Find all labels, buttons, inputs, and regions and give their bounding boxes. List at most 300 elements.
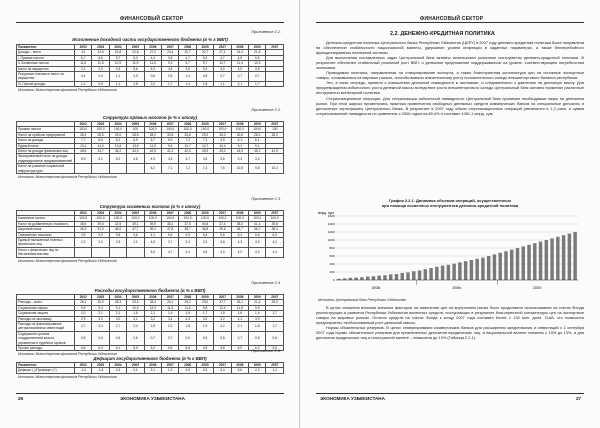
table-cell: 2009: [249, 363, 266, 368]
table-cell: 5,6: [214, 232, 231, 237]
bar: [424, 269, 427, 280]
table-row: [17, 322, 284, 332]
table-cell: [127, 247, 144, 257]
table-cell: 11,6: [75, 61, 92, 66]
bar: [441, 266, 444, 280]
table-cell: 4,8: [214, 238, 231, 248]
table-cell: 39,8: [266, 221, 284, 226]
table-cell: 2002: [75, 211, 92, 216]
table-cell: 29,0: [196, 132, 213, 137]
table-cell: 2005: [127, 122, 144, 127]
table-cell: 0,4: [75, 72, 92, 82]
row-label: Расходы на экономику: [17, 316, 75, 321]
table-cell: 2,1: [127, 238, 144, 248]
table-cell: 2008: [231, 363, 248, 368]
table-cell: 1,9: [214, 311, 231, 316]
table-cell: 5,2: [109, 154, 126, 164]
table-cell: 10,4: [214, 143, 231, 148]
bar: [504, 251, 507, 280]
table-cell: 4,5: [109, 66, 126, 71]
table-cell: 5,2: [109, 138, 126, 143]
table-cell: 0,7: [231, 331, 248, 345]
table-cell: 3,9: [249, 238, 266, 248]
bar: [354, 278, 357, 280]
table-cell: 2009: [249, 295, 266, 300]
row-label: Социальная защита: [17, 311, 75, 316]
table-cell: 9,9: [249, 305, 266, 310]
table-cell: 2,2: [249, 368, 266, 373]
y-tick-label: 1200: [327, 230, 335, 235]
table-cell: 2008: [179, 363, 196, 368]
table-cell: 14,0: [92, 143, 109, 148]
table-source: Источник: Министерство финансов Республики Узбекистан: [18, 374, 117, 379]
table-cell: 39,1: [127, 221, 144, 226]
table-cell: 41,4: [162, 149, 179, 154]
table-cell: 4,7: [179, 55, 196, 60]
table-cell: 29,5: [127, 300, 144, 305]
table-cell: 10,9: [109, 61, 126, 66]
bar: [522, 246, 525, 280]
table-cell: 2006: [144, 122, 161, 127]
table-cell: 28,0: [144, 132, 161, 137]
table-cell: 2006: [144, 295, 161, 300]
table-cell: 1,8: [249, 322, 266, 332]
table-cell: 37,4: [214, 221, 231, 226]
table-cell: 36,7: [249, 227, 266, 232]
table-cell: 39,2: [144, 227, 161, 232]
row-label: Доходы – всего: [17, 50, 75, 55]
table-cell: 40,8: [196, 221, 213, 226]
section-heading: 2.2. ДЕНЕЖНО-КРЕДИТНАЯ ПОЛИТИКА: [390, 31, 495, 37]
row-label: II. Косвенные налоги: [17, 61, 75, 66]
table-cell: 2002: [75, 45, 92, 50]
table-cell: 10,8: [231, 164, 248, 174]
table-cell: 38,7: [179, 227, 196, 232]
table-cell: 4,6: [196, 247, 213, 257]
table-cell: 3,6: [162, 154, 179, 164]
row-label: Таможенные пошлины: [17, 232, 75, 237]
table-cell: 0,7: [214, 72, 231, 82]
table-cell: 4,4: [162, 66, 179, 71]
table-cell: 2,2: [75, 238, 92, 248]
bar: [493, 254, 496, 280]
table-cell: 22,5: [92, 50, 109, 55]
row-label: Показатели: [17, 45, 75, 50]
table-cell: 0,5: [92, 331, 109, 345]
table-cell: 4,9: [75, 232, 92, 237]
table-cell: 28,2: [249, 132, 266, 137]
right-running-head: ФИНАНСОВЫЙ СЕКТОР: [420, 16, 484, 22]
table-cell: [92, 164, 109, 174]
table-cell: 22,8: [127, 50, 144, 55]
table-cell: 0,8: [196, 72, 213, 82]
table-cell: 37,8: [162, 227, 179, 232]
table-cell: 5,1: [231, 138, 248, 143]
table-cell: 2006: [144, 363, 161, 368]
table-cell: 1,7: [162, 81, 179, 86]
table-row: [17, 247, 284, 257]
bar: [475, 259, 478, 280]
table-cell: 3,4: [214, 368, 231, 373]
bar: [435, 267, 438, 280]
table-cell: 2,0: [92, 66, 109, 71]
table-cell: 4,6: [144, 247, 161, 257]
table-cell: 2007: [266, 295, 284, 300]
table-cell: 3,2: [214, 322, 231, 332]
table-appendix-label: Приложение 2.2.: [251, 108, 281, 112]
table-cell: 42,5: [179, 149, 196, 154]
bar: [372, 276, 375, 280]
table-cell: 1,1: [109, 72, 126, 82]
table-cell: 2009: [196, 211, 213, 216]
row-label: Налог на доходы: [17, 138, 75, 143]
table-cell: 21,8: [249, 50, 266, 55]
table-cell: 0,4: [109, 368, 126, 373]
left-foot-rule: [16, 393, 284, 394]
table-cell: 3,3: [92, 322, 109, 332]
table-cell: 26,0: [92, 300, 109, 305]
table-cell: 4,9: [144, 154, 161, 164]
table-cell: 4,7: [162, 247, 179, 257]
table-cell: 3,6: [196, 154, 213, 164]
table-cell: 1,5: [179, 311, 196, 316]
table-cell: 2007: [214, 363, 231, 368]
table-cell: 0,7: [162, 331, 179, 345]
table-cell: 0,7: [249, 72, 266, 82]
table-cell: 6,6: [92, 55, 109, 60]
data-table: [16, 362, 284, 374]
right-head-rule: [316, 22, 584, 23]
table-title: Дефицит государственного бюджета (в % к ВВП): [93, 356, 207, 361]
table-cell: 4,4: [266, 247, 284, 257]
table-cell: 10,7: [196, 143, 213, 148]
table-cell: 2,5: [109, 238, 126, 248]
table-cell: 11,5: [144, 61, 161, 66]
table-cell: 100,0: [179, 127, 196, 132]
table-cell: 13,1: [75, 143, 92, 148]
table-cell: 2004: [109, 45, 126, 50]
table-cell: 12,0: [144, 305, 161, 310]
table-cell: 4,8: [214, 346, 231, 351]
table-cell: 2,7: [109, 322, 126, 332]
row-label: Прямые налоги: [17, 127, 75, 132]
table-cell: 1,1: [75, 81, 92, 86]
table-title: Расходы государственного бюджета (в % к ВВП): [94, 288, 206, 293]
table-cell: 29,0: [109, 132, 126, 137]
table-cell: 1,8: [179, 322, 196, 332]
table-cell: 4,9: [196, 346, 213, 351]
table-cell: 5,9: [162, 138, 179, 143]
table-cell: 39,6: [214, 227, 231, 232]
table-cell: 39,5: [144, 221, 161, 226]
right-footer-title: ЭКОНОМИКА УЗБЕКИСТАНА: [320, 396, 385, 401]
table-cell: 5,6: [231, 368, 248, 373]
chart-title-line1: График 2.2.1. Динамика объемов операций, осуществленных: [388, 198, 512, 203]
table-cell: 2007: [214, 295, 231, 300]
table-cell: 3,1: [127, 316, 144, 321]
table-cell: 42,9: [144, 149, 161, 154]
y-tick-label: 400: [329, 262, 335, 267]
bar: [481, 258, 484, 280]
table-cell: 2008: [231, 122, 248, 127]
table-cell: 3,3: [92, 316, 109, 321]
table-cell: 5,8: [249, 232, 266, 237]
table-cell: 1,1: [214, 81, 231, 86]
table-cell: 28,4: [75, 132, 92, 137]
table-cell: 5,3: [144, 66, 161, 71]
table-cell: 38,4: [266, 227, 284, 232]
table-cell: 47,7: [127, 227, 144, 232]
bar: [545, 240, 548, 280]
table-cell: 100,0: [162, 127, 179, 132]
table-cell: 25,0: [266, 300, 284, 305]
left-running-head: ФИНАНСОВЫЙ СЕКТОР: [120, 16, 184, 22]
left-head-rule: [16, 22, 284, 23]
row-label: Дефицит (-)/Профицит (+): [17, 368, 75, 373]
table-cell: 100,0: [196, 127, 213, 132]
table-cell: 13,6: [127, 143, 144, 148]
table-cell: 6,7: [144, 138, 161, 143]
table-cell: 28,4: [144, 300, 161, 305]
table-row: [17, 368, 284, 373]
table-cell: 44,0: [127, 149, 144, 154]
table-cell: 2007: [266, 45, 284, 50]
data-table: [16, 44, 284, 87]
table-cell: 100,0: [231, 216, 248, 221]
table-cell: 51,3: [92, 227, 109, 232]
table-cell: 10,2: [266, 164, 284, 174]
chart-title: [316, 198, 584, 208]
row-label: Фиксированный налог на доходы индивидуальных предпринимателей: [17, 154, 75, 164]
table-cell: 100,0: [144, 127, 161, 132]
table-cell: 25,2: [179, 300, 196, 305]
operations-bar-chart: [316, 210, 584, 296]
table-cell: 3,4: [162, 316, 179, 321]
table-cell: 4,4: [179, 247, 196, 257]
table-cell: 2006: [144, 211, 161, 216]
table-cell: 1,4: [179, 72, 196, 82]
table-cell: 2009: [196, 295, 213, 300]
table-cell: 11,8: [231, 305, 248, 310]
table-source: Источник: Министерство финансов Республики Узбекистан: [18, 175, 117, 180]
body-paragraph: Это, в свою очередь, привело к повышению денежной ликвидности в экономике, и следовательно к давлению на денежную массу. Для предотвращения избыточного роста денежной массы вследствие роста внешнеторгового сальдо Центральный банк активно применял различные инструменты монетарной политики.: [316, 80, 584, 96]
row-label: Налог на доходы физических лиц: [17, 149, 75, 154]
table-cell: 2,0: [75, 311, 92, 316]
table-cell: 7,2: [179, 164, 196, 174]
table-cell: 38,1: [162, 221, 179, 226]
table-cell: 5,7: [109, 55, 126, 60]
y-tick-label: 1600: [327, 214, 335, 219]
table-cell: 100,0: [92, 127, 109, 132]
table-cell: 1,7: [266, 322, 284, 332]
row-label: Ресурсные платежи и налог на имущество: [17, 72, 75, 82]
table-cell: 100,0: [249, 216, 266, 221]
bar: [395, 274, 398, 280]
table-cell: 9,7: [196, 61, 213, 66]
table-cell: 2007: [214, 122, 231, 127]
table-cell: 3,4: [231, 154, 248, 164]
body-paragraph: Проводимая политика, направленная на стимулирование экспорта, а также благоприятная конъюнктура цен на основные экспортные товары, сложившаяся на мировых рынках, способствовали значительному росту положительного сальдо внешнеторгового баланса республики.: [316, 70, 584, 81]
table-cell: 3,7: [179, 154, 196, 164]
bar: [498, 253, 501, 280]
table-cell: 22,7: [196, 50, 213, 55]
table-cell: 11,5: [92, 61, 109, 66]
table-cell: 7,4: [196, 164, 213, 174]
table-cell: 12,4: [214, 305, 231, 310]
y-tick-label: 200: [329, 270, 335, 275]
table-cell: 4,4: [144, 55, 161, 60]
row-label: I. Прямые налоги: [17, 55, 75, 60]
table-cell: 7,3: [196, 138, 213, 143]
body-paragraph: Денежно-кредитная политика Центрального банка Республики Узбекистан (ЦБРУ) в 2007 году денежно-кредитная политика была направлена на обеспечение стабильности национальной валюты, удержание уровня инфляции в заданных параметрах, а также бесперебойного функционирования платежной системы.: [316, 40, 584, 56]
table-cell: 1,8: [127, 311, 144, 316]
table-cell: 41,4: [249, 221, 266, 226]
table-cell: 24: [75, 50, 92, 55]
table-cell: 6,2: [144, 164, 161, 174]
row-label: Прочие расходы: [17, 346, 75, 351]
table-cell: 100,0: [144, 216, 161, 221]
table-cell: 2007: [266, 122, 284, 127]
table-cell: 30,8: [231, 132, 248, 137]
right-page-number: 27: [576, 396, 582, 401]
data-table: [16, 210, 284, 258]
table-source: Источник: Министерство финансов Республики Узбекистан: [18, 88, 117, 93]
table-cell: 36,7: [231, 227, 248, 232]
table-cell: 2005: [127, 211, 144, 216]
table-cell: 5,9: [231, 346, 248, 351]
table-cell: 23,0: [196, 300, 213, 305]
table-cell: 20,7: [179, 50, 196, 55]
bar: [539, 242, 542, 280]
bar: [562, 235, 565, 280]
table-appendix-label: Приложение 2.1.: [251, 30, 281, 34]
table-cell: [75, 164, 92, 174]
y-tick-label: 1400: [327, 222, 335, 227]
table-cell: 5,3: [196, 66, 213, 71]
table-cell: 6,6: [75, 346, 92, 351]
table-cell: 2003: [92, 363, 109, 368]
bar: [510, 250, 513, 280]
table-cell: 6,2: [144, 346, 161, 351]
table-cell: 2009: [249, 122, 266, 127]
table-cell: 2007: [214, 45, 231, 50]
bar: [550, 238, 553, 280]
table-cell: 7,6: [214, 164, 231, 174]
bar: [568, 234, 571, 280]
bar: [389, 274, 392, 280]
row-label: Акцизный налог: [17, 227, 75, 232]
row-label: Показатели: [17, 363, 75, 368]
x-group-label: 2005г.: [371, 286, 381, 290]
table-cell: 45,1: [249, 149, 266, 154]
table-cell: 2008: [179, 45, 196, 50]
table-cell: 43,9: [196, 149, 213, 154]
table-cell: 4,0: [214, 247, 231, 257]
table-cell: 2008: [179, 211, 196, 216]
table-cell: 2005: [127, 295, 144, 300]
table-cell: [266, 81, 284, 86]
table-cell: 2,9: [75, 316, 92, 321]
table-cell: 6,9: [127, 138, 144, 143]
table-cell: 2005: [127, 45, 144, 50]
table-cell: 6,2: [249, 346, 266, 351]
table-cell: 3,3: [92, 238, 109, 248]
table-cell: [127, 164, 144, 174]
table-cell: 9,1: [231, 143, 248, 148]
table-cell: 100,0: [231, 127, 248, 132]
table-cell: 11,5: [162, 305, 179, 310]
bar: [458, 262, 461, 280]
bar: [533, 243, 536, 280]
table-cell: 6,9: [75, 154, 92, 164]
table-cell: 3,2: [144, 316, 161, 321]
table-cell: 5,5: [266, 346, 284, 351]
table-row: [17, 154, 284, 164]
body-paragraph: Нормы обязательных резервов. В целях стимулирования коммерческих банков для расширения кредитования и инвестиций с 1 сентября 2007 года нормы обязательных резервов для привлеченных депозитов юридических лиц, в национальной валюте снижены с 15% до 13%, а для депозитов юридических лиц и иностранной валюте – повышена до 13% (Таблица 2.2.1).: [316, 325, 584, 341]
bar: [401, 273, 404, 280]
table-cell: 28,3: [109, 300, 126, 305]
table-cell: 2008: [231, 211, 248, 216]
table-cell: 2003: [92, 295, 109, 300]
table-cell: 3,6: [162, 55, 179, 60]
table-cell: 1,4: [249, 311, 266, 316]
table-cell: 5,4: [196, 232, 213, 237]
bar: [487, 256, 490, 280]
bar: [418, 270, 421, 280]
table-cell: 7,3: [179, 138, 196, 143]
table-cell: 2,1: [75, 66, 92, 71]
table-cell: 2002: [75, 363, 92, 368]
table-cell: 2007: [162, 211, 179, 216]
table-cell: 100,0: [214, 127, 231, 132]
table-cell: [266, 154, 284, 164]
table-cell: 3,3: [196, 238, 213, 248]
table-cell: 9,8: [249, 164, 266, 174]
table-row: [17, 164, 284, 174]
table-cell: 100,0: [75, 127, 92, 132]
y-tick-label: 800: [329, 246, 335, 251]
table-cell: 9,0: [92, 232, 109, 237]
table-cell: 2,1: [144, 368, 161, 373]
left-page-number: 26: [18, 396, 24, 401]
row-label: Косвенные налоги: [17, 216, 75, 221]
table-cell: 21,6: [249, 300, 266, 305]
table-cell: 2007: [162, 45, 179, 50]
table-cell: [75, 247, 92, 257]
row-label: Единый таможенный платеж с физических лиц: [17, 238, 75, 248]
table-cell: 27,2: [144, 50, 161, 55]
table-cell: 0,6: [144, 72, 161, 82]
table-cell: 3,3: [179, 238, 196, 248]
table-cell: 0,6: [266, 331, 284, 345]
y-tick-label: 0: [332, 278, 335, 283]
table-cell: -0,4: [92, 368, 109, 373]
table-cell: 1,7: [266, 311, 284, 316]
left-footer-title: ЭКОНОМИКА УЗБЕКИСТАНА: [120, 396, 185, 401]
table-cell: 4,0: [231, 66, 248, 71]
table-cell: 3,7: [162, 238, 179, 248]
bar: [556, 237, 559, 280]
table-cell: 4,3: [179, 316, 196, 321]
table-row: [17, 81, 284, 86]
table-cell: 2009: [196, 122, 213, 127]
table-cell: 100,0: [266, 216, 284, 221]
table-cell: 0,5: [196, 331, 213, 345]
row-label: Единый налог: [17, 143, 75, 148]
body-paragraph: Стерилизационные операции. Для стерилизации избыточной ликвидности Центральный банк принимал необходимые меры на денежном рынке. При этом широко применялись практика привлечения свободных денежных средств коммерческих банков на специальные депозиты и депозитные сертификаты Центрального банка. В результате в 2007 году объем стерилизационных операций увеличился в 1,3 раза, а сумма стерилизованной ликвидности по сравнению с 2006 годом на 80,4% и составил 1081,1 млрд. сум.: [316, 95, 584, 116]
table-cell: 9,4: [162, 143, 179, 148]
table-cell: 5,9: [127, 346, 144, 351]
